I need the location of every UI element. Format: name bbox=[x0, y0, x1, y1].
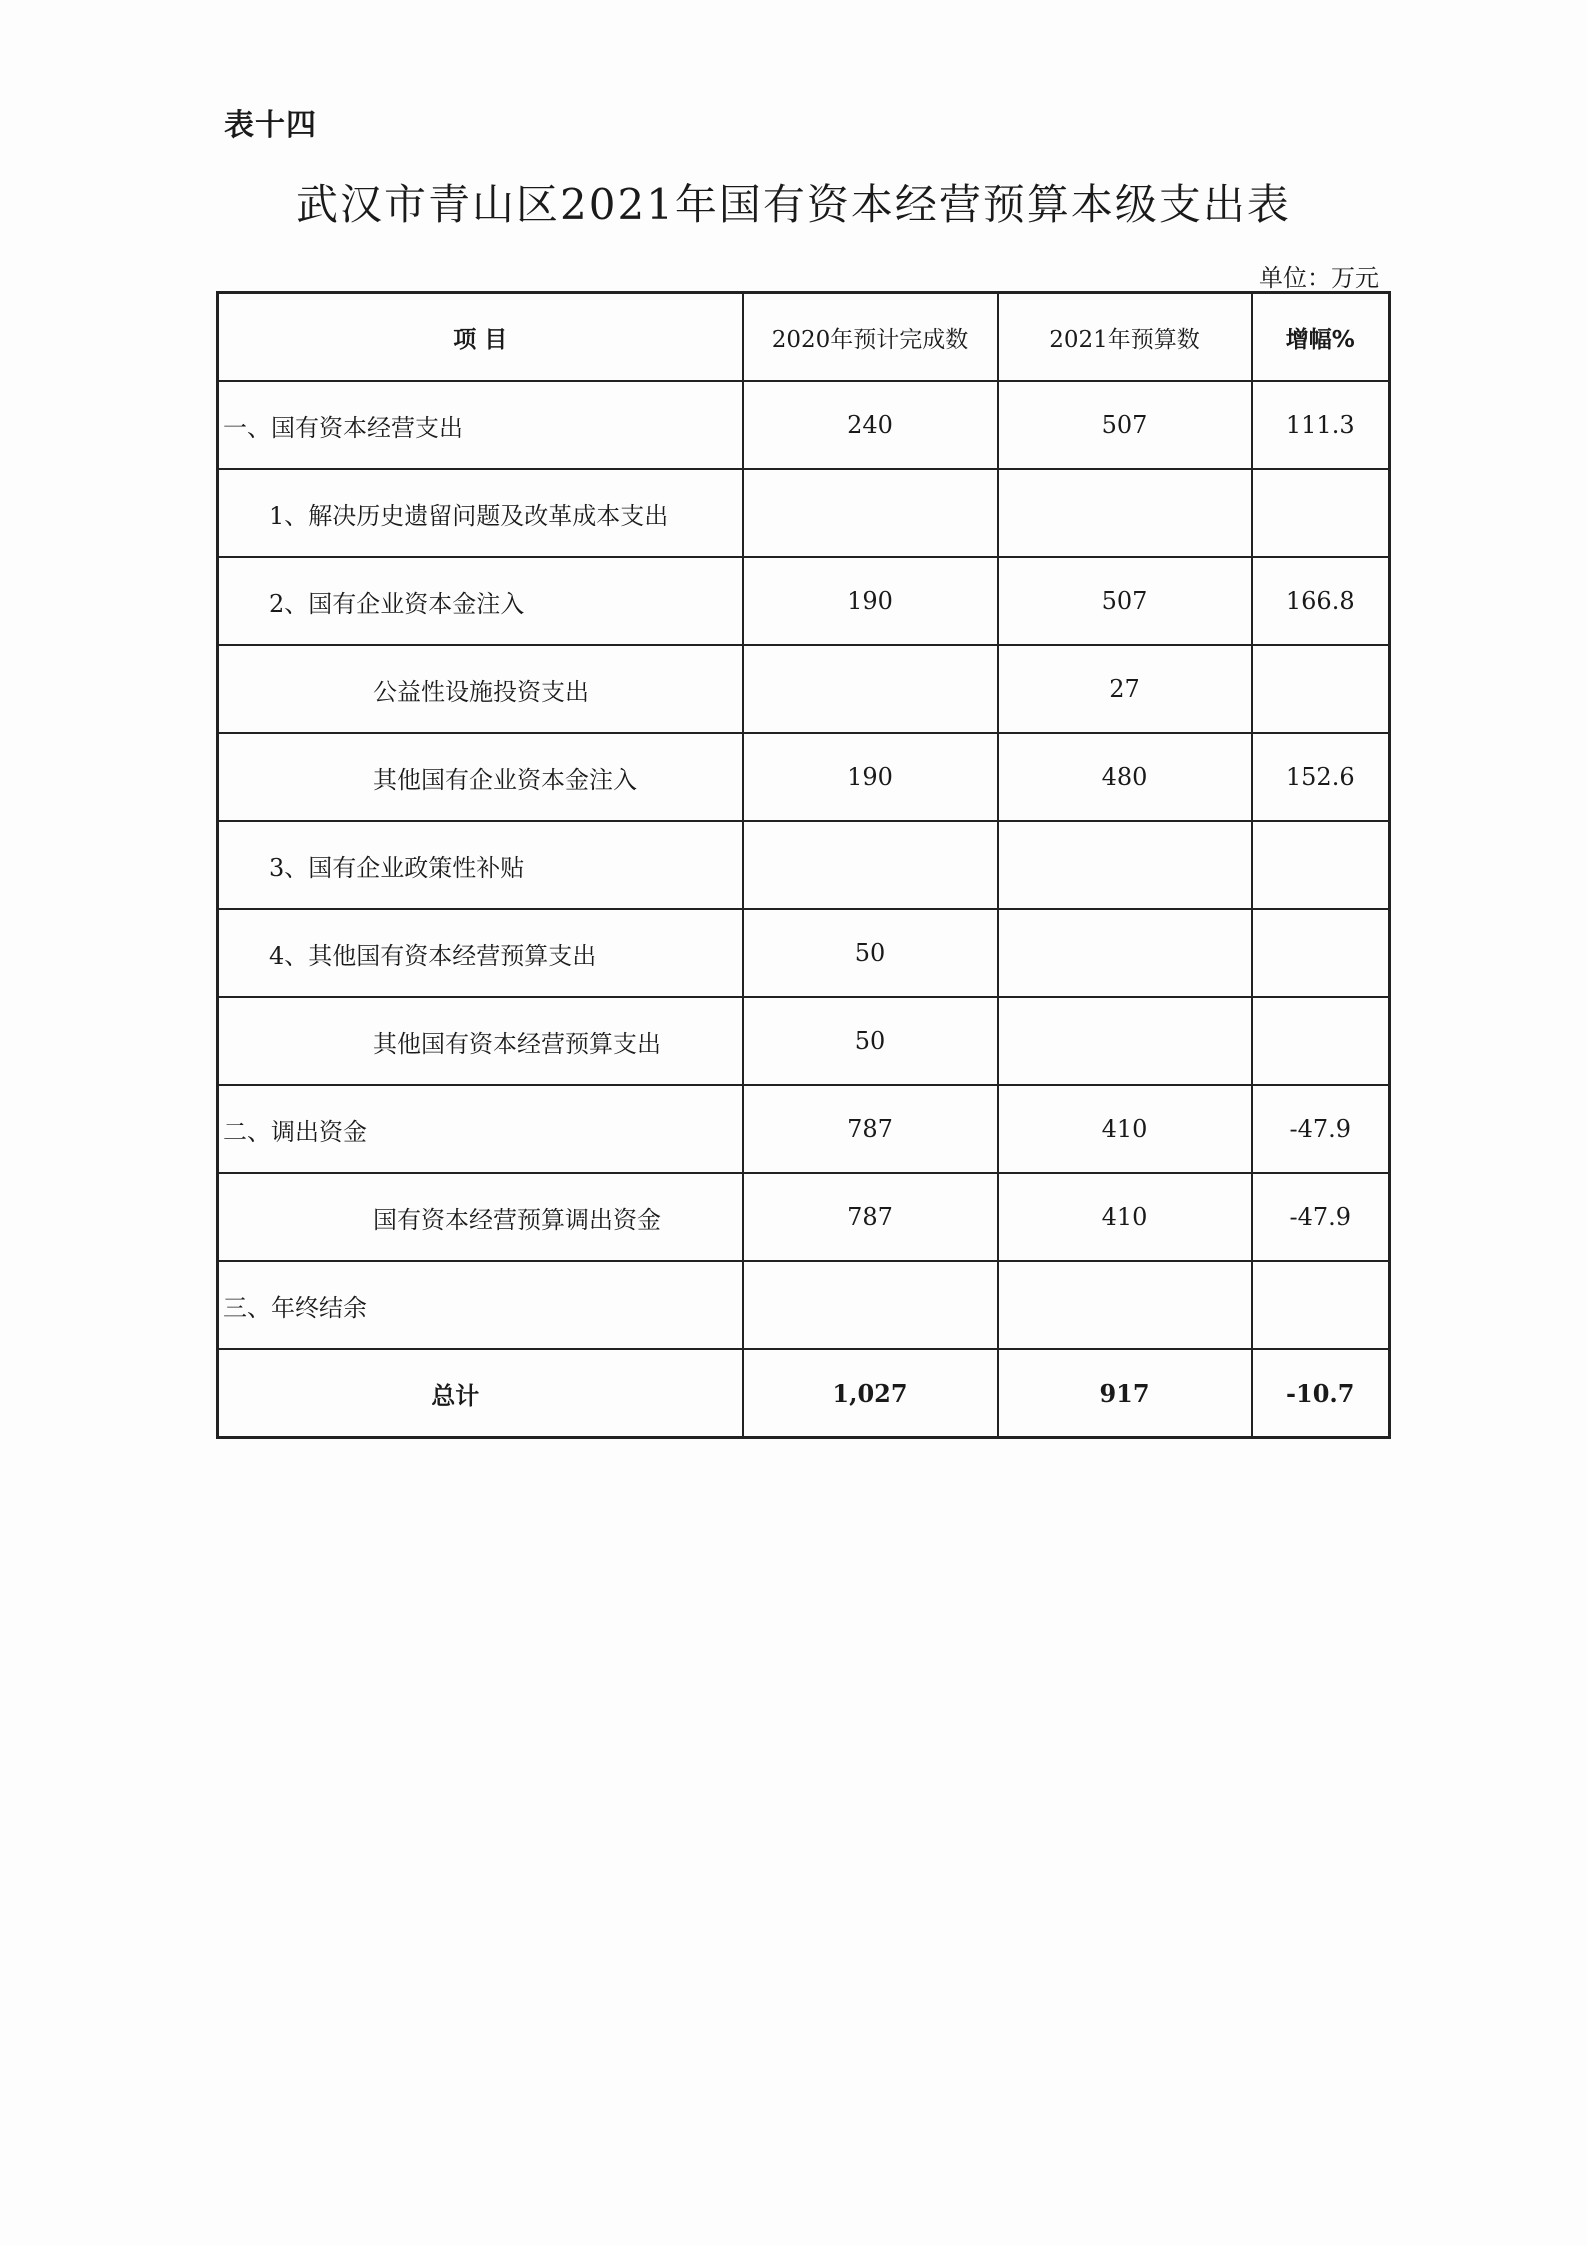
row-2021: 480 bbox=[998, 733, 1252, 821]
budget-table bbox=[216, 291, 1391, 1439]
row-growth: 166.8 bbox=[1252, 557, 1390, 645]
table-row bbox=[218, 1173, 1390, 1261]
row-growth: -47.9 bbox=[1252, 1173, 1390, 1261]
total-label: 总计 bbox=[218, 1349, 743, 1438]
table-row bbox=[218, 1261, 1390, 1349]
total-2020: 1,027 bbox=[743, 1349, 998, 1438]
row-item: 二、调出资金 bbox=[218, 1085, 743, 1173]
row-growth: 152.6 bbox=[1252, 733, 1390, 821]
row-2020: 190 bbox=[743, 733, 998, 821]
row-growth: -47.9 bbox=[1252, 1085, 1390, 1173]
row-2021 bbox=[998, 821, 1252, 909]
row-item: 3、国有企业政策性补贴 bbox=[218, 821, 743, 909]
header-2021-budget: 2021年预算数 bbox=[998, 293, 1252, 382]
total-growth: -10.7 bbox=[1252, 1349, 1390, 1438]
row-2020 bbox=[743, 821, 998, 909]
table-row bbox=[218, 909, 1390, 997]
unit-label: 单位：万元 bbox=[1259, 264, 1379, 292]
row-2020: 240 bbox=[743, 381, 998, 469]
row-2021 bbox=[998, 997, 1252, 1085]
table-label: 表十四 bbox=[224, 108, 317, 143]
row-item: 三、年终结余 bbox=[218, 1261, 743, 1349]
row-item: 国有资本经营预算调出资金 bbox=[218, 1173, 743, 1261]
row-growth bbox=[1252, 909, 1390, 997]
row-2020: 50 bbox=[743, 997, 998, 1085]
header-growth: 增幅% bbox=[1252, 293, 1390, 382]
table-header-row bbox=[218, 293, 1390, 382]
total-2021: 917 bbox=[998, 1349, 1252, 1438]
table-row bbox=[218, 381, 1390, 469]
row-item: 2、国有企业资本金注入 bbox=[218, 557, 743, 645]
row-growth bbox=[1252, 1261, 1390, 1349]
row-2020 bbox=[743, 1261, 998, 1349]
row-growth bbox=[1252, 997, 1390, 1085]
row-item: 公益性设施投资支出 bbox=[218, 645, 743, 733]
row-2020: 787 bbox=[743, 1085, 998, 1173]
document-title: 武汉市青山区2021年国有资本经营预算本级支出表 bbox=[296, 180, 1291, 229]
row-2021: 27 bbox=[998, 645, 1252, 733]
table-row bbox=[218, 645, 1390, 733]
row-growth bbox=[1252, 645, 1390, 733]
table-row bbox=[218, 469, 1390, 557]
total-row bbox=[218, 1349, 1390, 1438]
header-2020-estimate: 2020年预计完成数 bbox=[743, 293, 998, 382]
row-2020: 50 bbox=[743, 909, 998, 997]
row-item: 1、解决历史遗留问题及改革成本支出 bbox=[218, 469, 743, 557]
row-2021 bbox=[998, 909, 1252, 997]
table-row bbox=[218, 1085, 1390, 1173]
table-row bbox=[218, 733, 1390, 821]
row-item: 一、国有资本经营支出 bbox=[218, 381, 743, 469]
row-item: 4、其他国有资本经营预算支出 bbox=[218, 909, 743, 997]
row-2021: 410 bbox=[998, 1173, 1252, 1261]
table-row bbox=[218, 557, 1390, 645]
row-2021 bbox=[998, 469, 1252, 557]
row-2021: 507 bbox=[998, 557, 1252, 645]
row-2021: 507 bbox=[998, 381, 1252, 469]
row-item: 其他国有资本经营预算支出 bbox=[218, 997, 743, 1085]
row-2020: 190 bbox=[743, 557, 998, 645]
table-row bbox=[218, 821, 1390, 909]
row-growth bbox=[1252, 821, 1390, 909]
table-row bbox=[218, 997, 1390, 1085]
row-growth bbox=[1252, 469, 1390, 557]
header-item: 项 目 bbox=[218, 293, 743, 382]
row-2020 bbox=[743, 645, 998, 733]
row-2021: 410 bbox=[998, 1085, 1252, 1173]
row-2021 bbox=[998, 1261, 1252, 1349]
row-2020: 787 bbox=[743, 1173, 998, 1261]
row-growth: 111.3 bbox=[1252, 381, 1390, 469]
row-item: 其他国有企业资本金注入 bbox=[218, 733, 743, 821]
row-2020 bbox=[743, 469, 998, 557]
